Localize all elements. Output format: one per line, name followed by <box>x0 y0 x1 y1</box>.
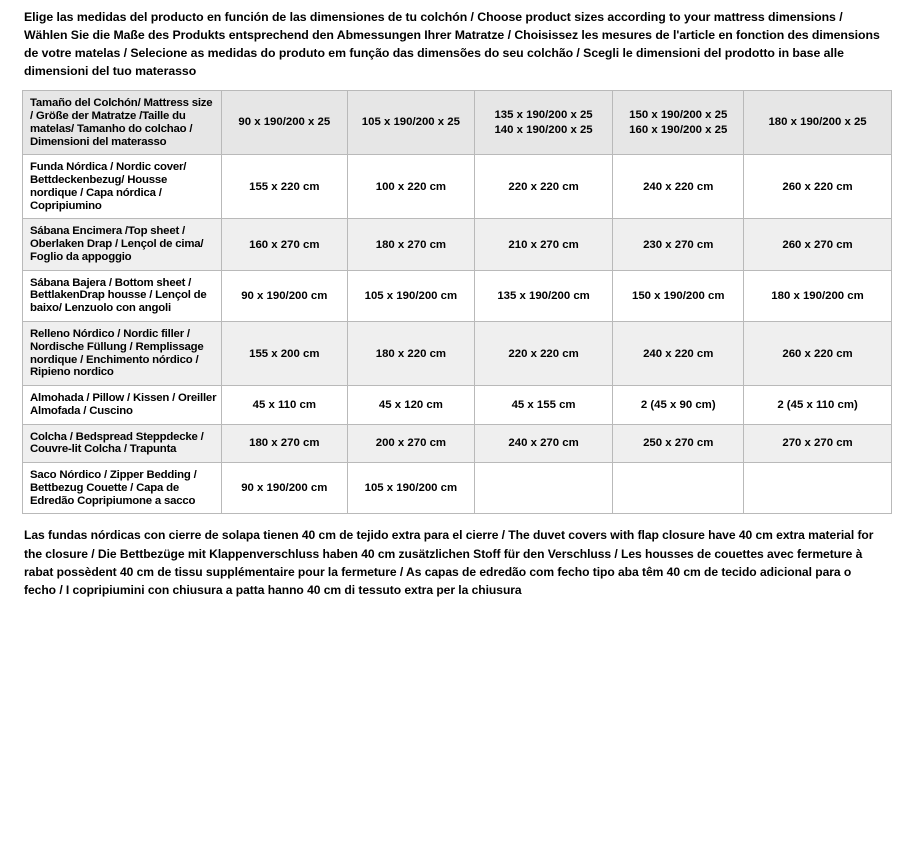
row-value: 105 x 190/200 cm <box>348 270 475 321</box>
intro-paragraph: Elige las medidas del producto en función de las dimensiones de tu colchón / Choose product sizes according to your mattress dimensions / Wählen Sie die Maße des Produkts entsprechend den Abmessungen Ihrer Matratze / Choisissez les mesures de l'article en fonction des dimensions de votre matelas / Selecione as medidas do produto em função das dimensões do seu colchão / Scegli le dimensioni del prodotto in base alle dimensioni del tuo materasso <box>24 10 880 79</box>
row-value <box>744 463 892 514</box>
row-value: 180 x 270 cm <box>221 424 348 463</box>
footnote-paragraph: Las fundas nórdicas con cierre de solapa tienen 40 cm de tejido extra para el cierre / The duvet covers with flap closure have 40 cm extra material for the closure / Die Bettbezüge mit Klappenverschluss haben 40 cm zusätzlichen Stoff für den Verschluss / Les housses de couettes avec fermeture à rabat possèdent 40 cm de tissu supplémentaire pour la fermeture / As capas de edredão com fecho tipo aba têm 40 cm de tecido adicional para o fecho / I copripiumini con chiusura a patta hanno 40 cm di tessuto extra per la chiusura <box>24 528 874 597</box>
row-value: 155 x 200 cm <box>221 321 348 385</box>
row-value: 260 x 270 cm <box>744 219 892 270</box>
row-value: 45 x 155 cm <box>474 386 613 425</box>
row-value: 230 x 270 cm <box>613 219 744 270</box>
row-value <box>474 463 613 514</box>
row-label: Colcha / Bedspread Steppdecke / Couvre-lit Colcha / Trapunta <box>23 424 222 463</box>
row-label: Funda Nórdica / Nordic cover/ Bettdeckenbezug/ Housse nordique / Capa nórdica / Copripiumino <box>23 155 222 219</box>
table-row <box>23 386 892 425</box>
row-value: 150 x 190/200 cm <box>613 270 744 321</box>
row-value: 260 x 220 cm <box>744 155 892 219</box>
header-label-cell: Tamaño del Colchón/ Mattress size / Größe der Matratze /Taille du matelas/ Tamanho do colchao / Dimensioni del materasso <box>23 91 222 155</box>
table-row <box>23 219 892 270</box>
table-row <box>23 155 892 219</box>
row-value: 160 x 270 cm <box>221 219 348 270</box>
row-value: 250 x 270 cm <box>613 424 744 463</box>
row-value: 240 x 220 cm <box>613 321 744 385</box>
header-col-2-line-1: 105 x 190/200 x 25 <box>361 116 460 129</box>
header-col-3-line-1: 135 x 190/200 x 25 <box>494 108 593 121</box>
size-guide-table <box>22 90 892 514</box>
row-value: 155 x 220 cm <box>221 155 348 219</box>
row-value: 210 x 270 cm <box>474 219 613 270</box>
table-header-row <box>23 91 892 155</box>
row-value: 2 (45 x 110 cm) <box>744 386 892 425</box>
header-col-3-line-2: 140 x 190/200 x 25 <box>494 123 593 136</box>
header-col-4-line-1: 150 x 190/200 x 25 <box>629 108 728 121</box>
row-value: 45 x 120 cm <box>348 386 475 425</box>
header-col-5-line-1: 180 x 190/200 x 25 <box>768 116 867 129</box>
row-value: 135 x 190/200 cm <box>474 270 613 321</box>
row-value: 260 x 220 cm <box>744 321 892 385</box>
header-col-4 <box>613 91 744 155</box>
row-value: 45 x 110 cm <box>221 386 348 425</box>
row-value: 105 x 190/200 cm <box>348 463 475 514</box>
row-value <box>613 463 744 514</box>
row-value: 220 x 220 cm <box>474 321 613 385</box>
row-value: 180 x 190/200 cm <box>744 270 892 321</box>
row-value: 240 x 270 cm <box>474 424 613 463</box>
row-value: 240 x 220 cm <box>613 155 744 219</box>
header-col-1 <box>221 91 348 155</box>
table-row <box>23 321 892 385</box>
row-value: 200 x 270 cm <box>348 424 475 463</box>
table-row <box>23 270 892 321</box>
header-col-5 <box>744 91 892 155</box>
row-value: 220 x 220 cm <box>474 155 613 219</box>
row-value: 90 x 190/200 cm <box>221 463 348 514</box>
header-col-2 <box>348 91 475 155</box>
row-label: Sábana Encimera /Top sheet / Oberlaken Drap / Lençol de cima/ Foglio da appoggio <box>23 219 222 270</box>
table-row <box>23 463 892 514</box>
row-value: 2 (45 x 90 cm) <box>613 386 744 425</box>
row-value: 180 x 220 cm <box>348 321 475 385</box>
row-value: 270 x 270 cm <box>744 424 892 463</box>
table-row <box>23 424 892 463</box>
row-value: 180 x 270 cm <box>348 219 475 270</box>
row-value: 90 x 190/200 cm <box>221 270 348 321</box>
header-col-3 <box>474 91 613 155</box>
header-col-4-line-2: 160 x 190/200 x 25 <box>629 123 728 136</box>
row-label: Saco Nórdico / Zipper Bedding / Bettbezug Couette / Capa de Edredão Copripiumone a sacco <box>23 463 222 514</box>
row-label: Almohada / Pillow / Kissen / Oreiller Almofada / Cuscino <box>23 386 222 425</box>
row-value: 100 x 220 cm <box>348 155 475 219</box>
row-label: Relleno Nórdico / Nordic filler / Nordische Füllung / Remplissage nordique / Enchimento nórdico / Ripieno nordico <box>23 321 222 385</box>
header-col-1-line-1: 90 x 190/200 x 25 <box>238 116 331 129</box>
row-label: Sábana Bajera / Bottom sheet / BettlakenDrap housse / Lençol de baixo/ Lenzuolo con angoli <box>23 270 222 321</box>
